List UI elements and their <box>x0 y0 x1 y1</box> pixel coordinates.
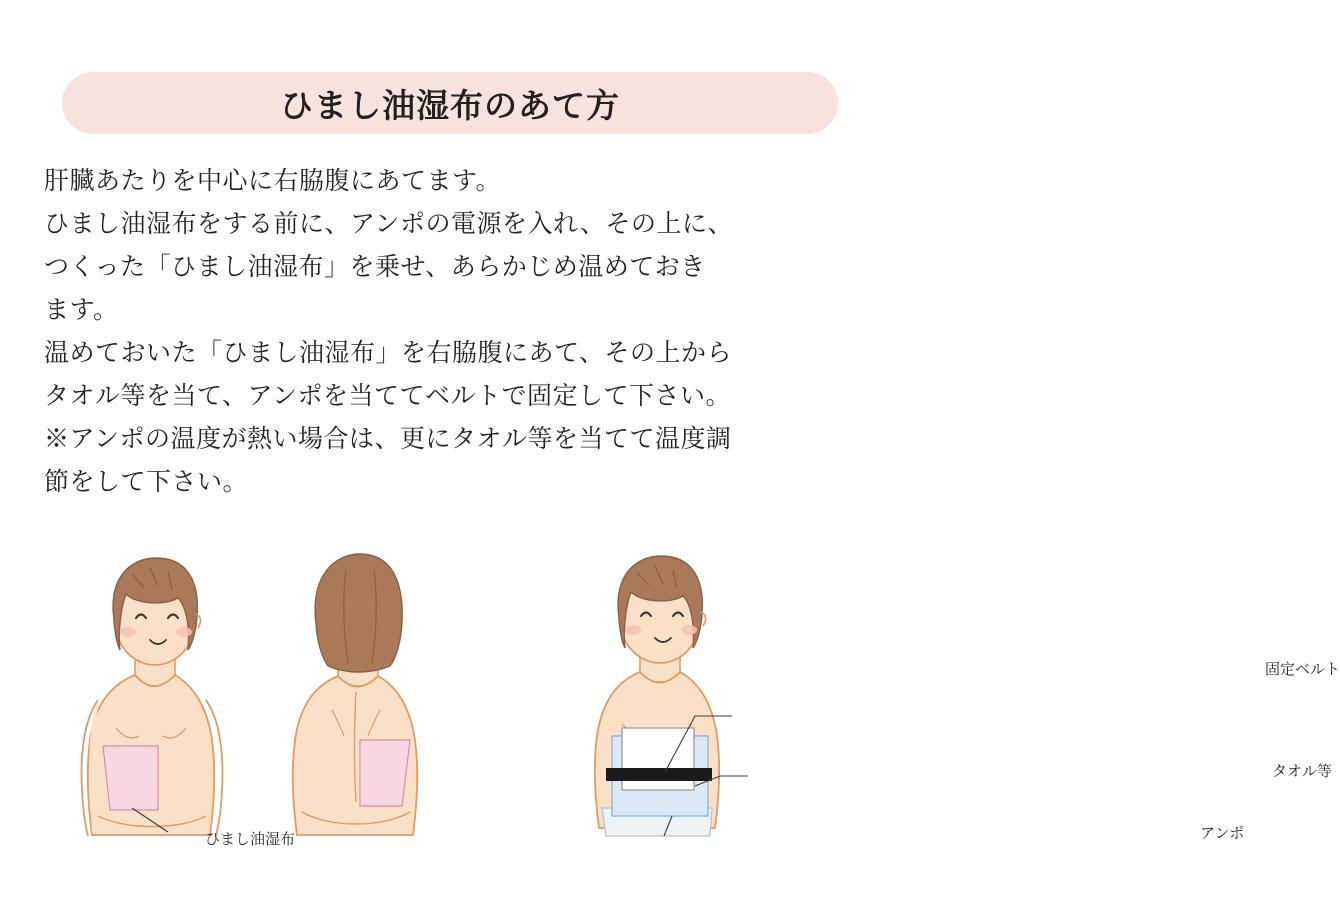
instruction-line: 温めておいた「ひまし油湿布」を右脇腹にあて、その上から <box>44 339 733 367</box>
figure-belt-view <box>560 540 1340 855</box>
illustration-group <box>0 540 1340 870</box>
instruction-line: ます。 <box>44 296 119 324</box>
fixing-belt <box>606 768 712 781</box>
compress-pad-front <box>103 746 158 810</box>
caption-ampo: アンポ <box>1200 825 1245 842</box>
instruction-line: 節をして下さい。 <box>44 468 249 496</box>
belt-view-illustration <box>560 540 890 850</box>
instruction-line: ※アンポの温度が熱い場合は、更にタオル等を当てて温度調 <box>44 425 732 453</box>
instruction-line: タオル等を当て、アンポを当ててベルトで固定して下さい。 <box>44 382 732 410</box>
front-view-illustration <box>40 540 270 840</box>
instruction-text <box>44 160 874 504</box>
instruction-line: つくった「ひまし油湿布」を乗せ、あらかじめ温めておき <box>44 253 706 281</box>
head-front <box>113 558 201 665</box>
back-view-illustration <box>250 540 470 840</box>
instruction-line: 肝臓あたりを中心に右脇腹にあてます。 <box>44 167 502 195</box>
figure-front-view <box>40 540 296 848</box>
page-title: ひまし油湿布のあて方 <box>280 86 620 124</box>
caption-towel: タオル等 <box>1272 763 1333 780</box>
title-band <box>62 72 838 134</box>
compress-pad-back <box>360 740 410 806</box>
head-back <box>315 554 402 672</box>
instruction-line: ひまし油湿布をする前に、アンポの電源を入れ、その上に、 <box>44 210 734 238</box>
caption-fixing-belt: 固定ベルト <box>1265 661 1340 678</box>
caption-compress: ひまし油湿布 <box>205 831 296 848</box>
head-belt <box>618 556 706 663</box>
figure-back-view <box>250 540 470 845</box>
